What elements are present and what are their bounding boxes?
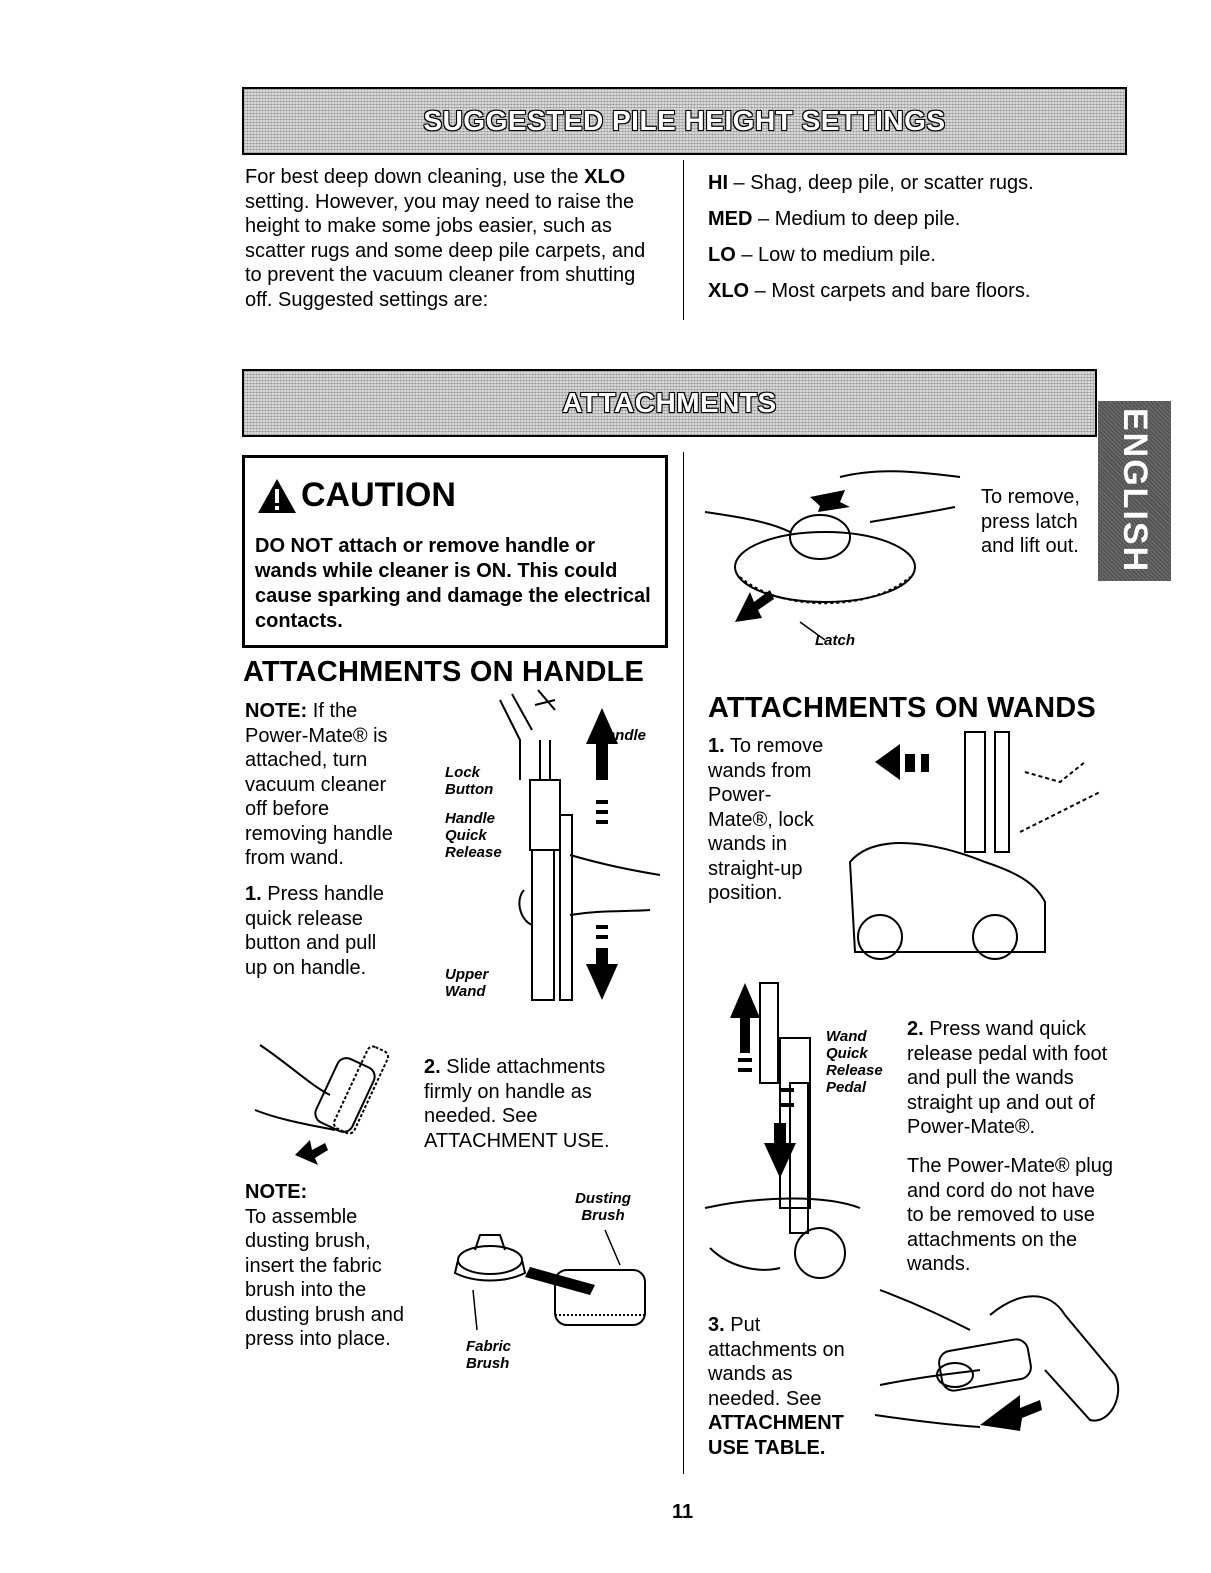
handle-step-2: 2. Slide attachments firmly on handle as needed. See ATTACHMENT USE. bbox=[424, 1056, 610, 1152]
handle-heading: ATTACHMENTS ON HANDLE bbox=[243, 656, 645, 688]
attachments-divider bbox=[683, 452, 684, 1474]
wands-step-1: 1. To remove wands from Power-Mate®, lock wands in straight-up position. bbox=[708, 735, 824, 904]
handle-note: NOTE: If the Power-Mate® is attached, turn vacuum cleaner off before removing handle from wand. bbox=[245, 700, 393, 869]
caution-body: DO NOT attach or remove handle or wands while cleaner is ON. This could cause sparking and damage the electrical contacts. bbox=[255, 535, 651, 632]
warning-icon bbox=[257, 478, 297, 514]
label-handle-quick-release: Handle Quick Release bbox=[445, 810, 502, 861]
wands-step-2: 2. Press wand quick release pedal with foot and pull the wands straight up and out of Power-Mate®. bbox=[907, 1018, 1108, 1138]
latch-illustration bbox=[700, 462, 970, 632]
label-handle: Handle bbox=[596, 727, 647, 744]
attachments-title: ATTACHMENTS bbox=[562, 387, 777, 418]
pile-height-title: SUGGESTED PILE HEIGHT SETTINGS bbox=[423, 105, 946, 136]
wands-heading: ATTACHMENTS ON WANDS bbox=[708, 692, 1096, 724]
caution-title: CAUTION bbox=[301, 476, 456, 514]
label-dusting-brush: Dusting Brush bbox=[575, 1190, 631, 1224]
attachments-banner bbox=[242, 369, 1097, 437]
dusting-brush-illustration bbox=[445, 1225, 655, 1345]
language-tab bbox=[1098, 401, 1171, 581]
pile-settings-list bbox=[708, 165, 1108, 309]
dusting-note: NOTE: To assemble dusting brush, insert the fabric brush into the dusting brush and press into place. bbox=[245, 1181, 405, 1350]
setting-hi: HI – Shag, deep pile, or scatter rugs. bbox=[708, 172, 1034, 194]
label-fabric-brush: Fabric Brush bbox=[466, 1338, 512, 1372]
language-tab-label: ENGLISH bbox=[1116, 408, 1154, 574]
wands-step-3: 3. Put attachments on wands as needed. See ATTACHMENT USE TABLE. bbox=[708, 1314, 845, 1459]
label-latch: Latch bbox=[815, 632, 856, 649]
pile-height-banner bbox=[242, 87, 1127, 155]
label-upper-wand: Upper Wand bbox=[445, 966, 489, 1000]
setting-xlo: XLO – Most carpets and bare floors. bbox=[708, 280, 1031, 302]
pile-intro: For best deep down cleaning, use the XLO setting. However, you may need to raise the height to make some jobs easier, such as scatter rugs and some deep pile carpets, and to prevent the vacuum cleaner from shutting off. Suggested settings are: bbox=[245, 166, 646, 311]
page-number: 11 bbox=[672, 1501, 694, 1523]
setting-med: MED – Medium to deep pile. bbox=[708, 208, 961, 230]
wand-attach-illustration bbox=[870, 1285, 1140, 1455]
wand-release-illustration bbox=[700, 978, 900, 1278]
remove-latch-text: To remove, press latch and lift out. bbox=[981, 486, 1080, 557]
powermate-illustration bbox=[845, 722, 1115, 962]
pile-divider bbox=[683, 160, 684, 320]
setting-lo: LO – Low to medium pile. bbox=[708, 244, 936, 266]
hand-brush-illustration bbox=[250, 1025, 400, 1175]
plug-cord-text: The Power-Mate® plug and cord do not have to be removed to use attachments on the wands. bbox=[907, 1155, 1113, 1275]
handle-step-1: 1. Press handle quick release button and pull up on handle. bbox=[245, 883, 384, 979]
label-wand-quick-release-pedal: Wand Quick Release Pedal bbox=[826, 1028, 883, 1096]
caution-box bbox=[242, 455, 668, 648]
label-lock-button: Lock Button bbox=[445, 764, 494, 798]
